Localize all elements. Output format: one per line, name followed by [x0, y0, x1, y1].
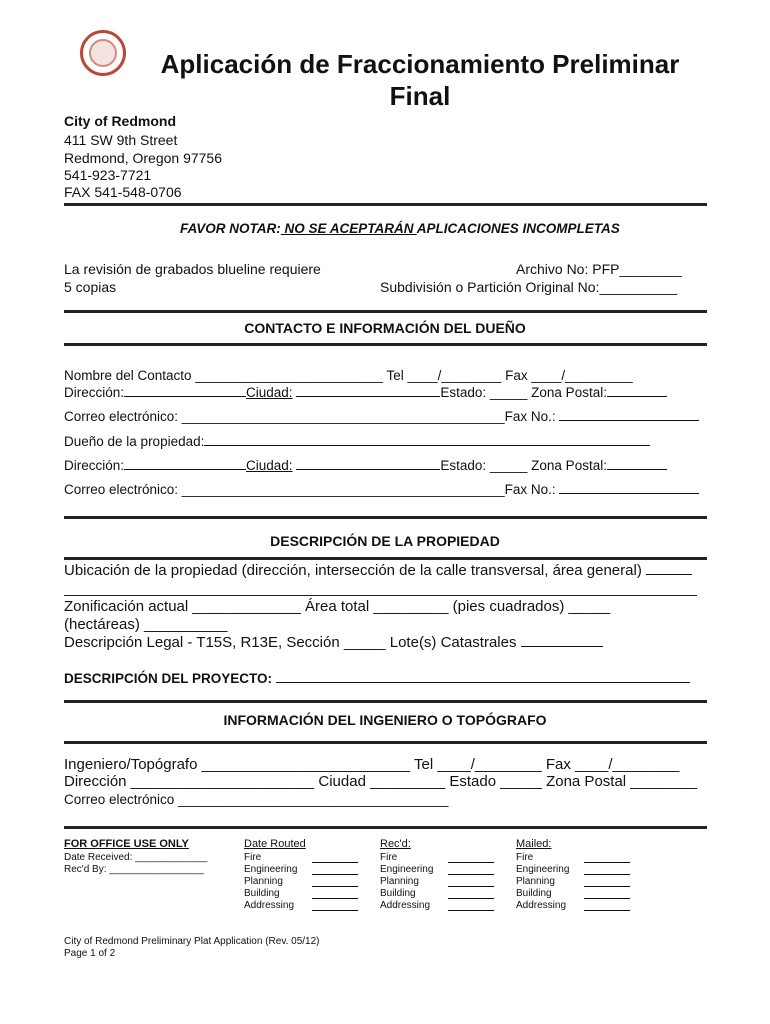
- engineer-section-heading: INFORMACIÓN DEL INGENIERO O TOPÓGRAFO: [223, 712, 547, 728]
- property-section-heading: DESCRIPCIÓN DE LA PROPIEDAD: [270, 533, 500, 549]
- owner-email-field[interactable]: [64, 482, 699, 497]
- office-column-title: Rec'd:: [380, 838, 411, 850]
- divider: [64, 516, 707, 519]
- footer-revision: City of Redmond Preliminary Plat Application (Rev. 05/12): [64, 936, 320, 947]
- lots-blank[interactable]: [521, 635, 603, 647]
- address-field[interactable]: [64, 385, 667, 400]
- office-routing-item: Addressing: [244, 900, 295, 911]
- office-routing-blank[interactable]: [312, 886, 358, 887]
- zip-blank[interactable]: [607, 458, 667, 470]
- office-routing-item: Building: [516, 888, 552, 899]
- city-seal-logo: [80, 30, 126, 76]
- city-name: City of Redmond: [64, 113, 176, 129]
- received-by-field[interactable]: Rec'd By: _________________: [64, 864, 204, 875]
- owner-blank[interactable]: [204, 434, 650, 446]
- office-routing-item: Engineering: [380, 864, 434, 875]
- address-blank[interactable]: [124, 385, 246, 397]
- page-title: Aplicación de Fraccionamiento Preliminar: [160, 49, 680, 79]
- office-routing-item: Fire: [244, 852, 262, 863]
- office-routing-blank[interactable]: [312, 862, 358, 863]
- office-routing-blank[interactable]: [312, 874, 358, 875]
- legal-label: Descripción Legal - T15S, R13E, Sección _____ Lote(s) Catastrales: [64, 634, 517, 651]
- project-description-field[interactable]: [64, 671, 690, 686]
- office-column-title: Mailed:: [516, 838, 552, 850]
- email-field[interactable]: [64, 409, 699, 424]
- divider: [64, 826, 707, 829]
- city-blank[interactable]: [296, 458, 440, 470]
- owner-label: Dueño de la propiedad:: [64, 434, 205, 449]
- state-zip-label: Estado: _____ Zona Postal:: [440, 385, 607, 400]
- divider: [64, 310, 707, 313]
- city-label: Ciudad:: [246, 458, 293, 473]
- office-routing-blank[interactable]: [448, 898, 494, 899]
- office-routing-blank[interactable]: [584, 898, 630, 899]
- office-routing-blank[interactable]: [312, 910, 358, 911]
- city-label: Ciudad:: [246, 385, 293, 400]
- office-use-heading: FOR OFFICE USE ONLY: [64, 838, 189, 850]
- owner-name-field[interactable]: [64, 434, 650, 449]
- location-blank-line[interactable]: [64, 595, 697, 596]
- address-blank[interactable]: [124, 458, 246, 470]
- office-routing-item: Addressing: [380, 900, 431, 911]
- office-routing-blank[interactable]: [448, 874, 494, 875]
- city-state-zip: Redmond, Oregon 97756: [64, 150, 222, 166]
- contact-line[interactable]: Nombre del Contacto _________________________ Tel ____/________ Fax ____/_________: [64, 368, 633, 383]
- notice-suffix: APLICACIONES INCOMPLETAS: [416, 221, 620, 236]
- office-routing-blank[interactable]: [584, 910, 630, 911]
- zip-blank[interactable]: [607, 385, 667, 397]
- office-routing-item: Planning: [380, 876, 419, 887]
- divider: [64, 700, 707, 703]
- engineer-address-line[interactable]: Dirección ______________________ Ciudad _________ Estado _____ Zona Postal ________: [64, 773, 698, 790]
- fax-blank[interactable]: [559, 482, 699, 494]
- office-routing-item: Planning: [516, 876, 555, 887]
- review-line1: La revisión de grabados blueline requiere: [64, 261, 321, 277]
- office-routing-blank[interactable]: [312, 898, 358, 899]
- city-street: 411 SW 9th Street: [64, 132, 178, 148]
- location-label: Ubicación de la propiedad (dirección, intersección de la calle transversal, área general): [64, 562, 642, 579]
- office-routing-item: Fire: [380, 852, 398, 863]
- email-label: Correo electrónico: ___________________________________________Fax No.:: [64, 482, 556, 497]
- owner-section-heading: CONTACTO E INFORMACIÓN DEL DUEÑO: [244, 320, 526, 336]
- office-routing-item: Building: [244, 888, 280, 899]
- notice-emphasis: NO SE ACEPTARÁN: [280, 221, 417, 236]
- city-blank[interactable]: [296, 385, 440, 397]
- city-phone: 541-923-7721: [64, 167, 152, 183]
- state-zip-label: Estado: _____ Zona Postal:: [440, 458, 607, 473]
- office-column-title: Date Routed: [244, 838, 306, 850]
- office-routing-blank[interactable]: [584, 886, 630, 887]
- divider: [64, 741, 707, 744]
- notice: [180, 221, 620, 236]
- office-routing-blank[interactable]: [584, 862, 630, 863]
- office-routing-item: Fire: [516, 852, 534, 863]
- office-routing-item: Building: [380, 888, 416, 899]
- email-label: Correo electrónico: ___________________________________________Fax No.:: [64, 409, 556, 424]
- review-line2: 5 copias: [64, 279, 117, 295]
- hectares-field[interactable]: (hectáreas) __________: [64, 616, 228, 633]
- divider: [64, 557, 707, 560]
- footer-page-number: Page 1 of 2: [64, 948, 116, 959]
- office-routing-item: Engineering: [244, 864, 298, 875]
- location-field[interactable]: [64, 562, 692, 579]
- divider: [64, 203, 707, 206]
- office-routing-blank[interactable]: [448, 862, 494, 863]
- date-received-field[interactable]: Date Received: _____________: [64, 852, 208, 863]
- divider: [64, 343, 707, 346]
- address-label: Dirección:: [64, 458, 125, 473]
- office-routing-blank[interactable]: [448, 886, 494, 887]
- city-fax: FAX 541-548-0706: [64, 184, 182, 200]
- zoning-field[interactable]: Zonificación actual _____________ Área total _________ (pies cuadrados) _____: [64, 598, 611, 615]
- office-routing-blank[interactable]: [448, 910, 494, 911]
- owner-address-field[interactable]: [64, 458, 667, 473]
- project-label: DESCRIPCIÓN DEL PROYECTO:: [64, 671, 273, 686]
- fax-blank[interactable]: [559, 409, 699, 421]
- office-routing-item: Addressing: [516, 900, 567, 911]
- office-routing-blank[interactable]: [584, 874, 630, 875]
- subdivision-field[interactable]: Subdivisión o Partición Original No:__________: [380, 279, 678, 295]
- page-title-line2: Final: [389, 81, 451, 111]
- notice-prefix: FAVOR NOTAR:: [180, 221, 281, 236]
- engineer-line[interactable]: Ingeniero/Topógrafo _________________________ Tel ____/________ Fax ____/________: [64, 756, 680, 773]
- project-blank[interactable]: [276, 671, 690, 683]
- engineer-email-field[interactable]: Correo electrónico ____________________________________: [64, 792, 449, 807]
- archivo-field[interactable]: Archivo No: PFP________: [516, 261, 682, 277]
- location-blank[interactable]: [646, 563, 692, 575]
- legal-description-field[interactable]: [64, 634, 603, 651]
- address-label: Dirección:: [64, 385, 125, 400]
- office-routing-item: Engineering: [516, 864, 570, 875]
- office-routing-item: Planning: [244, 876, 283, 887]
